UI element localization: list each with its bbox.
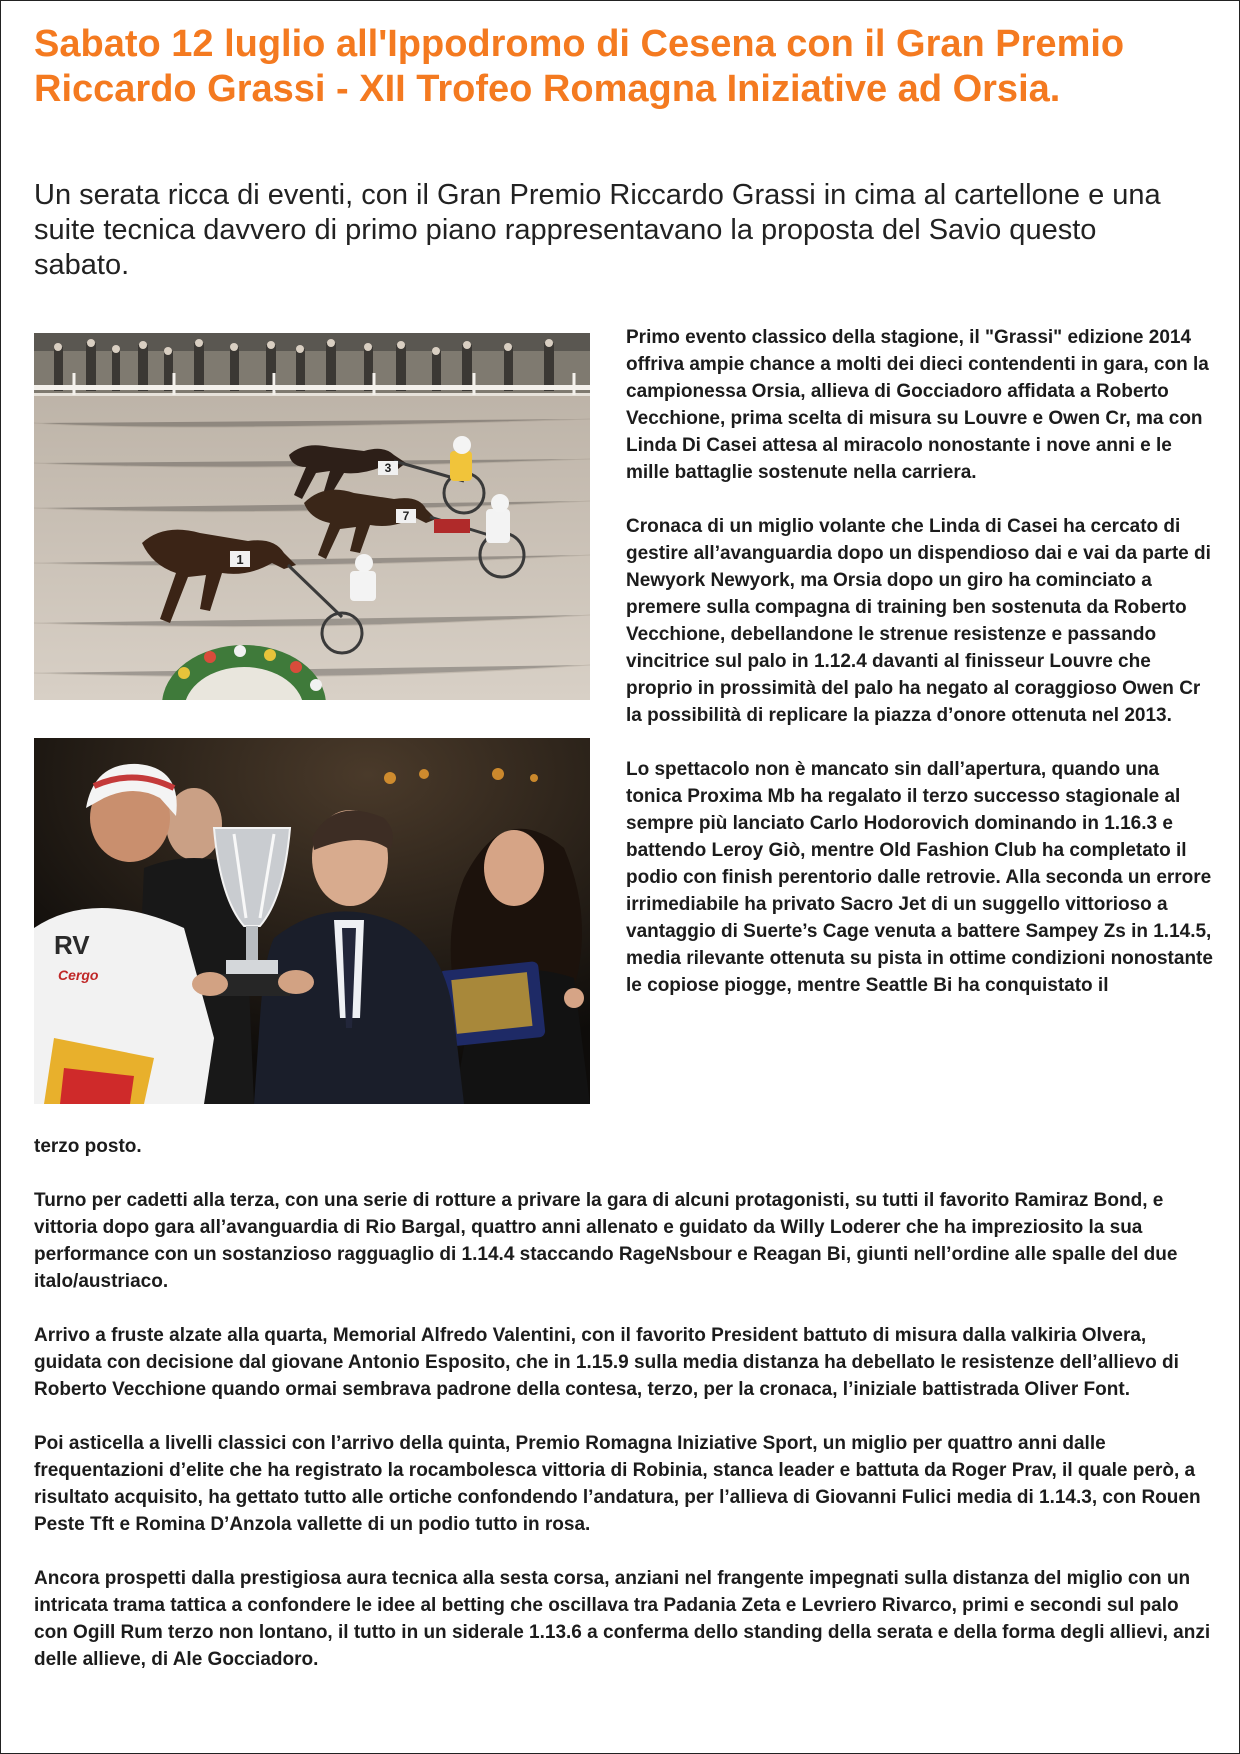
article-body-full-width xyxy=(34,1187,1214,1700)
paragraph-grassi-intro: Primo evento classico della stagione, il "Grassi" edizione 2014 offriva ampie chance a molti dei dieci contendenti in gara, con la campionessa Orsia, allieva di Gocciadoro affidata a Roberto Vecchione, prima scelta di misura su Louvre e Owen Cr, ma con Linda Di Casei attesa al miracolo nonostante i nove anni e le mille battaglie sostenute nella carriera. xyxy=(626,327,1209,483)
race-bib-1: 1 xyxy=(236,552,244,567)
award-ceremony-photo xyxy=(34,738,590,1104)
paragraph-third-race: Turno per cadetti alla terza, con una serie di rotture a privare la gara di alcuni protagonisti, su tutti il favorito Ramiraz Bond, e vittoria dopo gara all’avanguardia di Rio Bargal, quattro anni allenato e guidato da Willy Loderer che ha impreziosito la sua performance con un sostanzioso ragguaglio di 1.14.4 staccando RageNsbour e Reagan Bi, giunti nell’ordine alle spalle del due italo/austriaco. xyxy=(34,1190,1178,1292)
paragraph-sixth-race: Ancora prospetti dalla prestigiosa aura tecnica alla sesta corsa, anziani nel frangente impegnati sulla distanza del miglio con un intricata trama tattica a confondere le idee al betting che oscillava tra Padania Zeta e Levriero Rivarco, primi e secondi sul palo con Ogill Rum terzo non lontano, il tutto in un siderale 1.13.6 a conferma dello standing della serata e della forma degli allievi, anzi delle allieve, di Ale Gocciadoro. xyxy=(34,1568,1211,1670)
rail xyxy=(34,385,590,390)
paragraph-opening-races: Lo spettacolo non è mancato sin dall’apertura, quando una tonica Proxima Mb ha regalato il terzo successo stagionale al sempre più lanciato Carlo Hodorovich dominando in 1.16.3 e battendo Leroy Giò, mentre Old Fashion Club ha completato il podio con finish perentorio dalle retrovie. Alla seconda un errore irrimediabile ha privato Sacro Jet di un suggello vittorioso a vantaggio di Suerte’s Cage venuta a battere Sampey Zs in 1.14.5, media rilevante ottenuta su pista in ottime condizioni nonostante le copiose piogge, mentre Seattle Bi ha conquistato il xyxy=(626,759,1213,996)
paragraph-fourth-race: Arrivo a fruste alzate alla quarta, Memorial Alfredo Valentini, con il favorito President battuto di misura dalla valkiria Olvera, guidata con decisione dal giovane Antonio Esposito, che in 1.15.9 sulla media distanza ha debellato le resistenze dell’allievo di Roberto Vecchione quando ormai sembrava padrone della contesa, terzo, per la cronaca, l’iniziale battistrada Oliver Font. xyxy=(34,1325,1179,1400)
article-title: Sabato 12 luglio all'Ippodromo di Cesena con il Gran Premio Riccardo Grassi - XII Trofeo Romagna Iniziative ad Orsia. xyxy=(34,23,1125,110)
paragraph-tail: terzo posto. xyxy=(34,1136,142,1157)
jacket-logo: RV xyxy=(54,930,90,960)
race-photo-drawing xyxy=(34,333,590,700)
race-photo xyxy=(34,333,590,700)
paragraph-race-report: Cronaca di un miglio volante che Linda di Casei ha cercato di gestire all’avanguardia dopo un dispendioso dai e vai da parte di Newyork Newyork, ma Orsia dopo un giro ha cominciato a premere sulla compagna di training ben sostenuta da Roberto Vecchione, debellandone le strenue resistenze e passando vincitrice sul palo in 1.12.4 davanti al finisseur Louvre che proprio in prossimità del palo ha negato al coraggioso Owen Cr la possibilità di replicare la piazza d’onore ottenuta nel 2013. xyxy=(626,516,1211,726)
award-photo-drawing xyxy=(34,738,590,1104)
race-bib-3: 3 xyxy=(384,461,392,475)
article-lead: Un serata ricca di eventi, con il Gran Premio Riccardo Grassi in cima al cartellone e una suite tecnica davvero di primo piano rappresentavano la proposta del Savio questo sabato. xyxy=(34,179,1161,281)
article-body-side-column xyxy=(626,324,1216,999)
race-bib-7: 7 xyxy=(402,509,410,523)
jacket-sponsor: Cergo xyxy=(58,967,99,983)
paragraph-fifth-race: Poi asticella a livelli classici con l’arrivo della quinta, Premio Romagna Iniziative Sport, un miglio per quattro anni dalle frequentazioni d’elite che ha registrato la rocambolesca vittoria di Robinia, stanca leader e battuta da Roger Prav, il quale però, a risultato acquisito, ha gettato tutto alle ortiche confondendo l’andatura, per l’allieva di Giovanni Fulici media di 1.14.3, con Rouen Peste Tft e Romina D’Anzola vallette di un podio tutto in rosa. xyxy=(34,1433,1201,1535)
